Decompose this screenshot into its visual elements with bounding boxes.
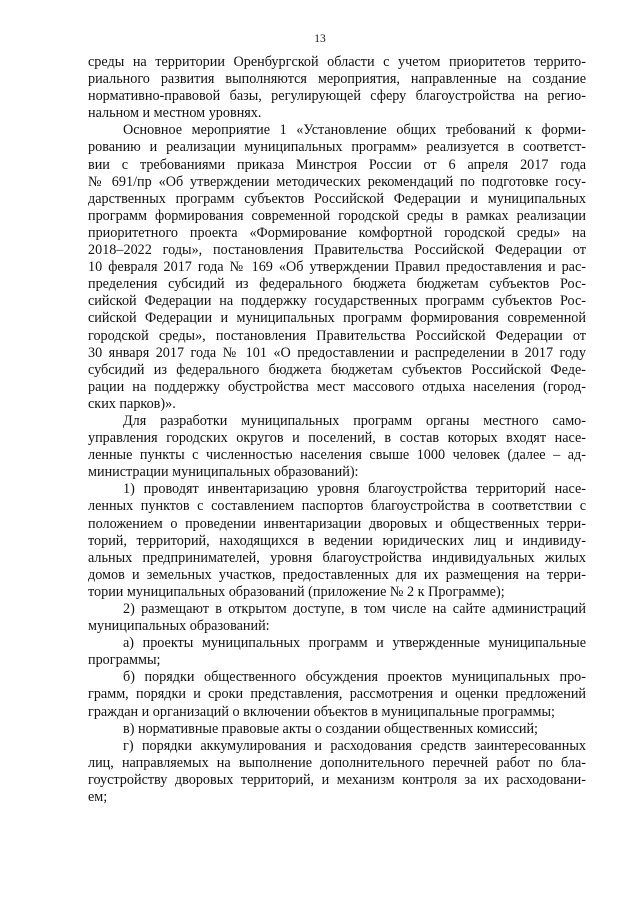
text-line: нормативно-правовой базы, регулирующей сферу благоустройства на регио- (88, 88, 586, 105)
text-line: домов и земельных участков, предоставленных для их размещения на терри- (88, 566, 586, 583)
text-line: риального развития выполняются мероприятия, направленные на создание (88, 71, 586, 88)
text-line: среды на территории Оренбургской области с учетом приоритетов террито- (88, 54, 586, 70)
text-line: 10 февраля 2017 года № 169 «Об утверждении Правил предоставления и рас- (88, 259, 586, 276)
text-line: б) порядки общественного обсуждения проектов муниципальных про- (123, 669, 586, 686)
text-line: ских парков)». (88, 395, 176, 412)
text-line: пределения субсидий из федерального бюджета бюджетам субъектов Рос- (88, 276, 586, 293)
paragraph (88, 122, 586, 413)
paragraph (88, 413, 586, 481)
text-line: 1) проводят инвентаризацию уровня благоустройства территорий насе- (123, 481, 586, 498)
text-line: 30 января 2017 года № 101 «О предоставлении и распределении в 2017 году (88, 344, 586, 361)
text-line: сийской Федерации на поддержку государственных программ субъектов Рос- (88, 293, 586, 310)
text-line: Для разработки муниципальных программ органы местного само- (123, 412, 586, 429)
text-line: рации на поддержку обустройства мест массового отдыха населения (город- (88, 378, 586, 395)
text-line: тории муниципальных образований (приложение № 2 к Программе); (88, 583, 505, 600)
text-line: в) нормативные правовые акты о создании общественных комиссий; (123, 720, 539, 737)
body-text (88, 54, 586, 806)
text-line: 2018–2022 годы», постановления Правительства Российской Федерации от (88, 242, 586, 259)
paragraph (88, 601, 586, 635)
paragraph (88, 635, 586, 669)
text-line: дарственных программ субъектов Российской Федерации и муниципальных (88, 190, 586, 207)
text-line: рованию и реализации муниципальных программ» реализуется в соответст- (88, 139, 586, 156)
text-line: нальном и местном уровнях. (88, 105, 262, 122)
text-line: Основное мероприятие 1 «Установление общих требований к форми- (123, 122, 586, 139)
text-line: ем; (88, 789, 108, 806)
text-line: программ формирования современной городской среды в рамках реализации (88, 207, 586, 224)
text-line: № 691/пр «Об утверждении методических рекомендаций по подготовке госу- (88, 173, 586, 190)
text-line: альных предпринимателей, уровня благоустройства индивидуальных жилых (88, 549, 586, 566)
text-line: министрации муниципальных образований): (88, 464, 359, 481)
paragraph (88, 54, 586, 122)
text-line: торий, территорий, находящихся в ведении юридических лиц и индивиду- (88, 532, 586, 549)
paragraph (88, 721, 586, 738)
text-line: г) порядки аккумулирования и расходования средств заинтересованных (123, 737, 586, 754)
text-line: граждан и организаций о включении объектов в муниципальные программы; (88, 703, 555, 720)
paragraph (88, 738, 586, 806)
text-line: сийской Федерации и муниципальных программ формирования современной (88, 310, 586, 327)
text-line: гоустройству дворовых территорий, и механизм контроля за их расходовани- (88, 771, 586, 788)
text-line: 2) размещают в открытом доступе, в том числе на сайте администраций (123, 601, 586, 617)
text-line: ленных пунктов с составлением паспортов благоустройства в соответствии с (88, 498, 586, 515)
text-line: вии с требованиями приказа Минстроя России от 6 апреля 2017 года (88, 156, 586, 173)
text-line: городской среды», постановления Правительства Российской Федерации от (88, 327, 586, 344)
paragraph (88, 669, 586, 720)
page-number: 13 (314, 33, 326, 45)
text-line: муниципальных образований: (88, 618, 270, 635)
text-line: программы; (88, 652, 161, 669)
text-line: грамм, порядки и сроки представления, рассмотрения и оценки предложений (88, 686, 586, 703)
text-line: субсидий из федерального бюджета бюджетам субъектов Российской Феде- (88, 361, 586, 378)
paragraph (88, 481, 586, 601)
text-line: а) проекты муниципальных программ и утвержденные муниципальные (123, 635, 586, 652)
text-line: ленные пункты с численностью населения свыше 1000 человек (далее – ад- (88, 447, 586, 464)
text-line: управления городских округов и поселений, в состав которых входят насе- (88, 430, 586, 447)
text-line: положением о проведении инвентаризации дворовых и общественных терри- (88, 515, 586, 532)
text-line: лиц, направляемых на выполнение дополнительного перечней работ по бла- (88, 754, 586, 771)
text-line: приоритетного проекта «Формирование комфортной городской среды» на (88, 224, 586, 241)
